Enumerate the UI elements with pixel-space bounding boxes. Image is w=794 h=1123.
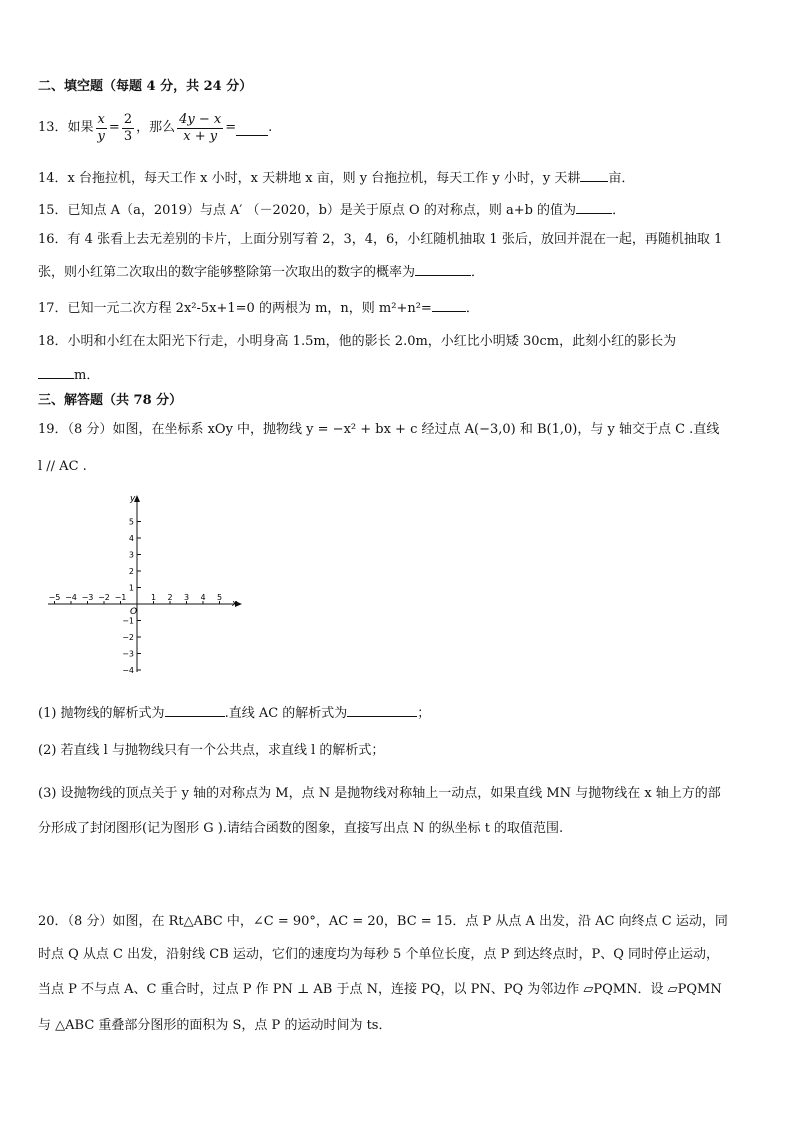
x-tick-label: 3 xyxy=(183,593,190,602)
question-19-line2: l // AC . xyxy=(38,459,87,474)
coordinate-graph xyxy=(40,492,250,677)
question-20-line4: 与 △ABC 重叠部分图形的面积为 S，点 P 的运动时间为 ts． xyxy=(38,1018,392,1033)
q16-answer-blank xyxy=(415,261,471,276)
question-18-line2 xyxy=(38,364,99,385)
x-axis-label: x xyxy=(232,599,238,609)
x-ticks xyxy=(49,593,222,604)
x-tick-label: −5 xyxy=(48,593,61,602)
question-16-line2 xyxy=(38,261,484,282)
q17-suffix: ． xyxy=(465,301,479,316)
origin-label: O xyxy=(130,607,138,617)
fraction-2-over-3 xyxy=(122,112,134,145)
q13-equals: = xyxy=(108,120,120,135)
question-19-part-1 xyxy=(38,702,430,723)
question-17 xyxy=(38,297,479,318)
q19-p1-c: ； xyxy=(417,706,431,721)
question-19-part-2: (2) 若直线 l 与抛物线只有一个公共点，求直线 l 的解析式； xyxy=(38,743,385,758)
y-tick-label: 4 xyxy=(128,534,134,543)
q19-p1-blank-1 xyxy=(165,702,225,717)
q19-p1-b: .直线 AC 的解析式为 xyxy=(224,706,348,721)
section-2-title: 二、填空题（每题 4 分，共 24 分） xyxy=(38,79,253,94)
frac3-numerator: 4y − x xyxy=(179,111,222,127)
q17-answer-blank xyxy=(432,297,466,312)
q13-suffix: . xyxy=(268,120,273,135)
q15-answer-blank xyxy=(576,199,612,214)
q13-prefix: 13．如果 xyxy=(38,120,94,135)
frac2-denominator: 3 xyxy=(123,128,133,144)
q19-p1-blank-2 xyxy=(347,702,417,717)
y-tick-label: 2 xyxy=(128,567,134,576)
x-tick-label: 1 xyxy=(150,593,157,602)
x-tick-label: −1 xyxy=(114,593,127,602)
x-tick-label: −3 xyxy=(81,593,94,602)
q16-text: 张，则小红第二次取出的数字能够整除第一次取出的数字的概率为 xyxy=(38,265,416,280)
q18-answer-blank xyxy=(38,364,74,379)
x-tick-label: −4 xyxy=(65,593,77,602)
q15-suffix: ． xyxy=(612,203,626,218)
q14-suffix: 亩． xyxy=(608,171,635,186)
y-tick-label: −2 xyxy=(122,633,134,642)
question-20-line3: 当点 P 不与点 A、C 重合时，过点 P 作 PN ⊥ AB 于点 N，连接 PQ，以 PN、PQ 为邻边作 ▱PQMN．设 ▱PQMN xyxy=(38,982,722,997)
y-tick-label: 3 xyxy=(128,550,134,560)
question-16-line1: 16．有 4 张看上去无差别的卡片，上面分别写着 2，3，4，6，小红随机抽取 1 张后，放回并混在一起，再随机抽取 1 xyxy=(38,232,723,247)
q13-answer-blank xyxy=(236,121,268,136)
question-20-line1: 20．（8 分）如图，在 Rt△ABC 中，∠C = 90°，AC = 20，BC = 15．点 P 从点 A 出发，沿 AC 向终点 C 运动，同 xyxy=(38,914,728,929)
frac1-denominator: y xyxy=(97,128,105,144)
frac1-numerator: x xyxy=(97,111,105,127)
q16-suffix: ． xyxy=(471,265,485,280)
y-tick-label: 5 xyxy=(128,517,134,527)
q14-text: 14．x 台拖拉机，每天工作 x 小时，x 天耕地 x 亩，则 y 台拖拉机，每天工作 y 小时，y 天耕 xyxy=(38,171,581,186)
y-tick-label: −1 xyxy=(122,616,134,626)
q17-text: 17．已知一元二次方程 2x²-5x+1=0 的两根为 m，n，则 m²+n²= xyxy=(38,301,432,316)
q15-text: 15．已知点 A（a，2019）与点 A′ （－2020，b）是关于原点 O 的对称点，则 a+b 的值为 xyxy=(38,203,577,218)
question-19-part-3-line1: (3) 设抛物线的顶点关于 y 轴的对称点为 M，点 N 是抛物线对称轴上一动点，如果直线 MN 与抛物线在 x 轴上方的部 xyxy=(38,786,721,801)
x-tick-label: −2 xyxy=(98,593,110,602)
question-19-line1: 19．（8 分）如图，在坐标系 xOy 中，抛物线 y = −x² + bx + c 经过点 A(−3,0) 和 B(1,0)，与 y 轴交于点 C .直线 xyxy=(38,422,720,437)
frac3-denominator: x + y xyxy=(183,128,218,144)
question-14 xyxy=(38,167,634,188)
q18-suffix: m． xyxy=(74,368,100,383)
y-tick-label: 1 xyxy=(128,583,134,593)
q13-equals-2: = xyxy=(225,120,237,135)
x-tick-label: 2 xyxy=(167,593,173,602)
question-18-line1: 18．小明和小红在太阳光下行走，小明身高 1.5m，他的影长 2.0m，小红比小明矮 30cm，此刻小红的影长为 xyxy=(38,334,677,349)
question-15 xyxy=(38,199,625,220)
x-tick-label: 4 xyxy=(200,593,206,602)
q14-answer-blank xyxy=(580,167,608,182)
q19-p1-a: (1) 抛物线的解析式为 xyxy=(38,706,165,721)
frac2-numerator: 2 xyxy=(123,111,133,127)
x-tick-label: 5 xyxy=(216,593,223,602)
y-axis-label: y xyxy=(130,494,136,504)
fraction-x-over-y xyxy=(96,112,107,145)
question-20-line2: 时点 Q 从点 C 出发，沿射线 CB 运动，它们的速度均为每秒 5 个单位长度，点 P 到达终点时，P、Q 同时停止运动， xyxy=(38,947,719,962)
question-19-part-3-line2: 分形成了封闭图形(记为图形 G ).请结合函数的图象，直接写出点 N 的纵坐标 t 的取值范围. xyxy=(38,821,564,836)
fraction-expression xyxy=(177,112,223,145)
y-tick-label: −4 xyxy=(122,666,134,675)
question-13 xyxy=(38,108,272,148)
section-3-title: 三、解答题（共 78 分） xyxy=(38,393,183,408)
q13-mid: ，那么 xyxy=(136,120,176,135)
y-tick-label: −3 xyxy=(122,649,134,659)
